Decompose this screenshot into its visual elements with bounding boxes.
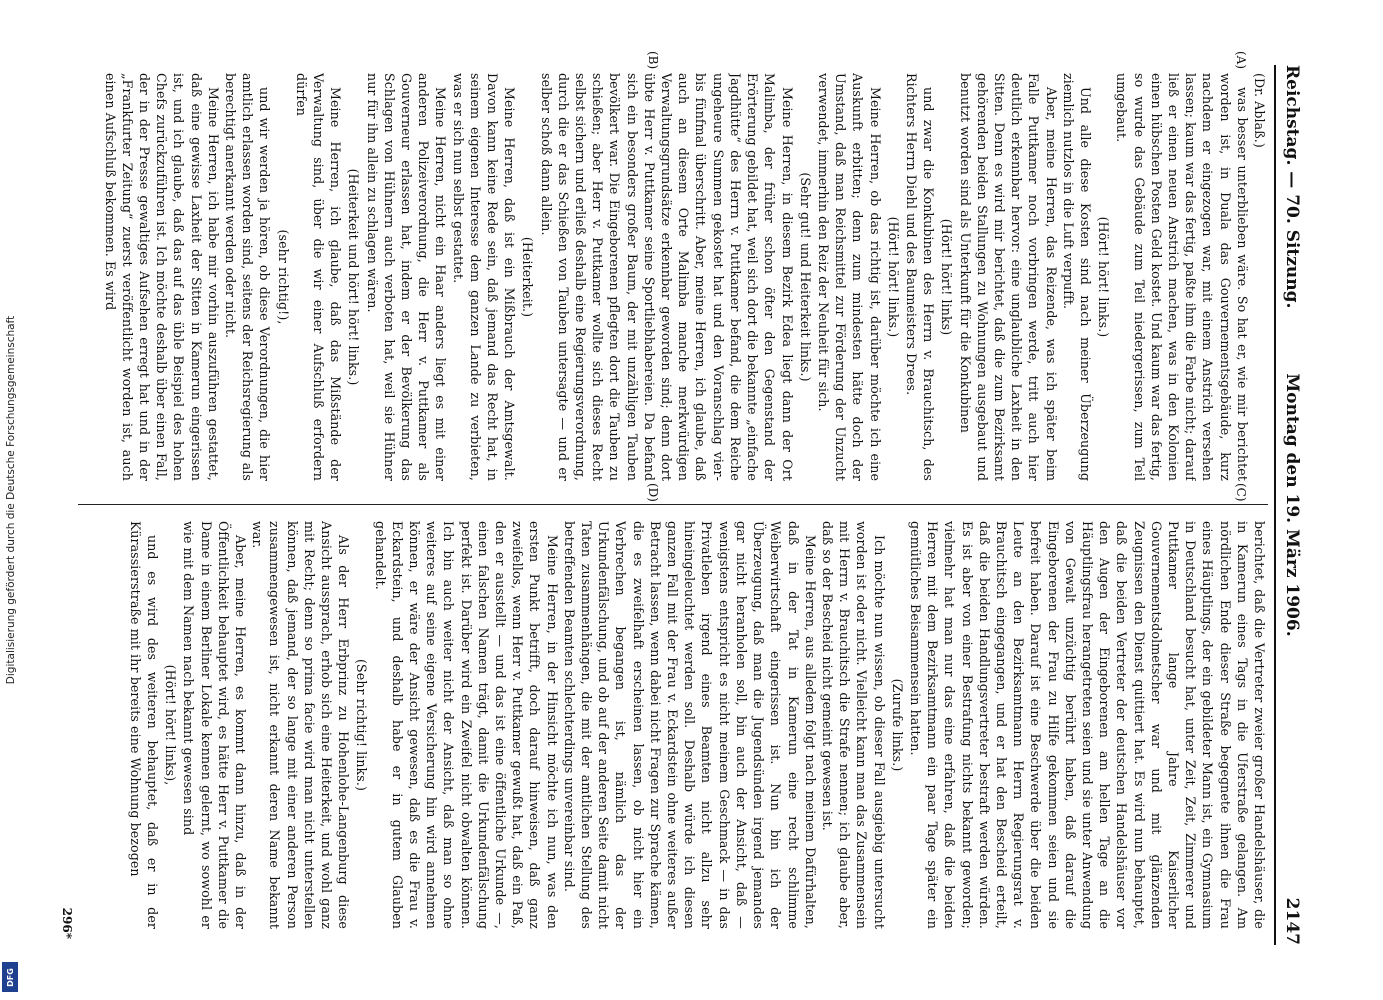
scanned-page-frame: [40, 40, 1330, 970]
speaker-label: (Dr. Ablaß.): [1252, 73, 1267, 148]
session-date: Montag den 19. März 1906.: [1282, 373, 1302, 637]
sheet-signature: 296*: [60, 907, 74, 939]
interjection: (Hört! hört! links),: [163, 664, 179, 786]
paragraph: Meine Herren, ob das richtig ist, darüber möchte ich eine Auskunft erbitten; denn zum mindesten hätte doch der Umstand, daß man Reichsmittel zur Förderung der Unzucht verwendet, immerhin den Reiz der Neuheit für sich.: [815, 73, 883, 481]
paragraph: was besser unterblieben wäre. So hat er, wie mir berichtet worden ist, in Duala das Gouvernementsgebäude, kurz nachdem er eingezogen war, mit einem Anstrich versehen lassen; kaum war das fertig, paßte ihm die Farbe nicht; darauf ließ er einen neuen Anstrich machen, was in den Kolonien einen hübschen Posten Geld kostet. Und kaum war das fertig, so wurde das Gebäude zum Teil niedergerissen, zum Teil umgebaut.: [1114, 73, 1250, 481]
paragraph: Meine Herren, nicht ein Haar anders liegt es mit einer anderen Polizeiverordnung, die Herr v. Puttkamer als Gouverneur erlassen hat, indem er der Bevölkerung das Schlagen von Hühnern auch verboten hat, weil sie Hühner nur für ihn allein zu schlagen wären.: [364, 73, 449, 481]
margin-letter-b: (B): [646, 51, 660, 70]
paragraph: Meine Herren, in diesem Bezirk Edea liegt dann der Ort Malimba, der früher schon öfter den Gegenstand der Erörterung gebildet hat, weil sich dort die bekannte „einfache Jagdhütte“ des Herrn v. Puttkamer befand, die dem Reiche ungeheure Summen gekostet hat und den Voranschlag vier- bis fünfmal überschritt. Aber, meine Herren, ich glaube, daß auch an diesem Orte Malimba manche merkwürdigen Verwaltungsgrundsätze erkennbar geworden sind; denn dort übte Herr v. Puttkamer seine Sportliebhabereien. Da befand sich ein besonders großer Baum, der mit unzähligen Tauben bevölkert war. Die Eingeborenen pflegten dort die Tauben zu schießen; aber Herr v. Puttkamer wollte sich dieses Recht selbst sichern und erließ deshalb eine Regierungsverordnung, durch die er das Schießen von Tauben untersagte — und er selber schoß dann allein.: [538, 73, 795, 481]
column-divider: [78, 504, 1268, 505]
interjection: (Hört! hört! links): [939, 218, 955, 336]
paragraph: Ich möchte nun wissen, ob dieser Fall ausgiebig untersucht worden ist oder nicht. Vielleicht kann man das Zusammensein mit Herrn v. Brauchitsch die Strafe nennen; ich glaube aber, daß so der Bescheid nicht gemeint gewesen ist.: [819, 521, 887, 929]
dfg-logo-icon: [2, 962, 18, 992]
page-number: 2147: [1282, 897, 1302, 945]
interjection: (Hört! hört! links.): [885, 216, 901, 338]
margin-letter-c: (C): [1234, 483, 1248, 502]
paragraph: Aber, meine Herren, das Reizende, was ich später beim Falle Puttkamer noch vorbringen werde, tritt auch hier deutlich erkennbar hervor: eine unglaubliche Laxheit in den Sitten. Denn es wird mir berichtet, daß die zum Bezirksamt gehörenden beiden Stallungen zu Wohnungen ausgebaut und benutzt worden sind als Unterkunft für die Konkubinen: [957, 73, 1059, 481]
paragraph: Aber, meine Herren, es kommt dann hinzu, daß in der Öffentlichkeit behauptet wird, es hätte Herr v. Puttkamer die Dame in einem Berliner Lokale kennen gelernt, wo sowohl er wie mit dem Namen nach bekannt gewesen sind: [181, 521, 249, 929]
margin-letter-d: (D): [646, 483, 660, 502]
paragraph: und zwar die Konkubinen des Herrn v. Brauchitsch, des Richters Herrn Diehl und des Baumeisters Drees.: [903, 73, 937, 481]
side-credit-strip: [0, 0, 22, 1000]
running-head: [1274, 65, 1306, 945]
interjection: (sehr richtig!),: [275, 229, 291, 325]
interjection: (Hört! hört! links.): [1096, 216, 1112, 338]
paragraph: Meine Herren, daß ist ein Mißbrauch der Amtsgewalt. Davon kann keine Rede sein, daß jemand das Recht hat, in seinem eigenen Interesse dem ganzen Lande zu verbieten, was er sich nun selbst gestattet.: [450, 73, 518, 481]
paragraph: Meine Herren, in der Hinsicht möchte ich nun, was den ersten Punkt betrifft, doch darauf hinweisen, daß ganz zweifellos, wenn Herr v. Puttkamer gewußt hat, daß ein Paß, den er ausstellt — und das ist eine öffentliche Urkunde —, einen falschen Namen trägt, damit die Urkundenfälschung perfekt ist. Darüber wird ein Zweifel nicht obwalten können. Ich bin auch weiter nicht der Ansicht, daß man so ohne weiteres auf seine eigene Versicherung hin wird annehmen können, er wäre der Ansicht gewesen, daß es die Frau v. Eckardstein, und deshalb habe er in gutem Glauben gehandelt.: [372, 521, 560, 929]
paragraph: Und alle diese Kosten sind nach meiner Überzeugung ziemlich nutzlos in die Luft verpufft.: [1060, 73, 1093, 481]
session-title: Reichstag. — 70. Sitzung.: [1282, 65, 1302, 309]
paragraph: und wir werden ja hören, ob diese Verordnungen, die hier amtlich erlassen worden sind, seitens der Reichsregierung als berechtigt anerkannt werden oder nicht.: [223, 73, 273, 481]
paragraph: Meine Herren, ich glaube, daß das Mißstände der Verwaltung sind, über die wir einer Aufschluß erfordern dürfen: [293, 73, 344, 481]
text-column-right: [78, 521, 1268, 929]
text-column-left: [78, 73, 1268, 481]
interjection: (Zurufe links.): [889, 678, 905, 772]
interjection: (Heiterkeit und hört! hört! links.): [346, 168, 362, 386]
scanned-page: [50, 45, 1320, 965]
dfg-logo-text: DFG: [5, 967, 15, 987]
paragraph: Als der Herr Erbprinz zu Hohenlohe-Langenburg diese Ansicht aussprach, erhob sich eine Heiterkeit, und wohl ganz mit Recht; denn so prima facie wird man nicht unterstellen können, daß jemand, der so lange mit einer anderen Person zusammengewesen ist, nicht erkannt deren Name bekannt war.: [250, 521, 352, 929]
interjection: (Sehr gut! und Heiterkeit links.): [797, 172, 813, 382]
paragraph: berichtet, daß die Vertreter zweier großer Handelshäuser, die in Kamerun eines Tags in die Uferstraße gelangen. Am nördlichen Ende dieser Straße begegnete ihnen die Frau eines Häuptlings, der ein gebildeter Mann ist, ein Gymnasium in Deutschland besucht hat, unter Zeit, Zeit, Zimmerer und Puttkamer lange Jahre Kaiserlicher Gouvernementsdolmetscher war und mit glänzenden Zeugnissen den Dienst quittiert hat. Es wird nun behauptet, daß die beiden Vertreter der deutschen Handelshäuser vor den Augen der Eingeborenen am hellen Tage an die Häuptlingsfrau herangetreten seien und sie unter Anwendung von Gewalt unzüchtig berührt haben, daß darauf die Eingeborenen der Frau zu Hilfe gekommen seien und sie befreit haben. Darauf ist eine Beschwerde über die beiden Leute an den Bezirksamtmann Herrn Regierungsrat v. Brauchitsch eingegangen, und er hat den Bescheid erteilt, daß die beiden Handlungsvertreter bestraft werden würden. Es ist aber von einer Bestrafung nichts bekannt geworden; vielmehr hat man nur das eine erfahren, daß die beiden Herren mit dem Bezirksamtmann ein paar Tage später ein gemütliches Beisammensein hatten.: [907, 521, 1267, 929]
margin-letter-a: (A): [1234, 51, 1248, 70]
paragraph: Meine Herren, aus alledem folgt nach meinem Dafürhalten, daß in der Tat in Kamerun eine recht schlimme Weiberwirtschaft eingerissen ist. Nun bin ich der Überzeugung, daß man die Jugendsünden irgend jemandes gar nicht heranholen soll, bin auch der Ansicht, daß — wenigstens entspricht es nicht meinem Geschmack — in das Privatleben irgend eines Beamten nicht allzu sehr hineingeleuchtet werden soll. Deshalb würde ich diesen ganzen Fall mit der Frau v. Eckardstein ohne weiteres außer Betracht lassen, wenn dabei nicht Fragen zur Sprache kämen, die es zweifelhaft erscheinen lassen, ob nicht hier ein Verbrechen begangen ist, nämlich das der Urkundenfälschung, und ob auf der anderen Seite damit nicht Taten zusammenhängen, die mit der amtlichen Stellung des betreffenden Beamten schlechterdings unvereinbar sind.: [561, 521, 818, 929]
interjection: (Heiterkeit.): [520, 236, 536, 318]
digitization-credit: Digitalisierung gefördert durch die Deutsche Forschungsgemeinschaft: [5, 315, 17, 685]
interjection: (Sehr richtig! links.): [354, 659, 370, 791]
paragraph: Meine Herren, ich habe mir vorhin auszuführen gestattet, daß eine gewisse Laxheit der Sitten in Kamerun eingerissen ist, und ich glaube, daß das auf das üble Beispiel des hohen Chefs zurückzuführen ist. Ich möchte deshalb über einen Fall, der in der Presse gewaltiges Aufsehen erregt hat und in der „Frankfurter Zeitung“ zuerst veröffentlicht worden ist, auch einen Aufschluß bekommen. Es wird: [102, 73, 221, 481]
paragraph: und es wird des weiteren behauptet, daß er in der Kürassierstraße mit ihr bereits eine Wohnung bezogen: [127, 521, 160, 929]
header-rule: [1274, 65, 1276, 945]
